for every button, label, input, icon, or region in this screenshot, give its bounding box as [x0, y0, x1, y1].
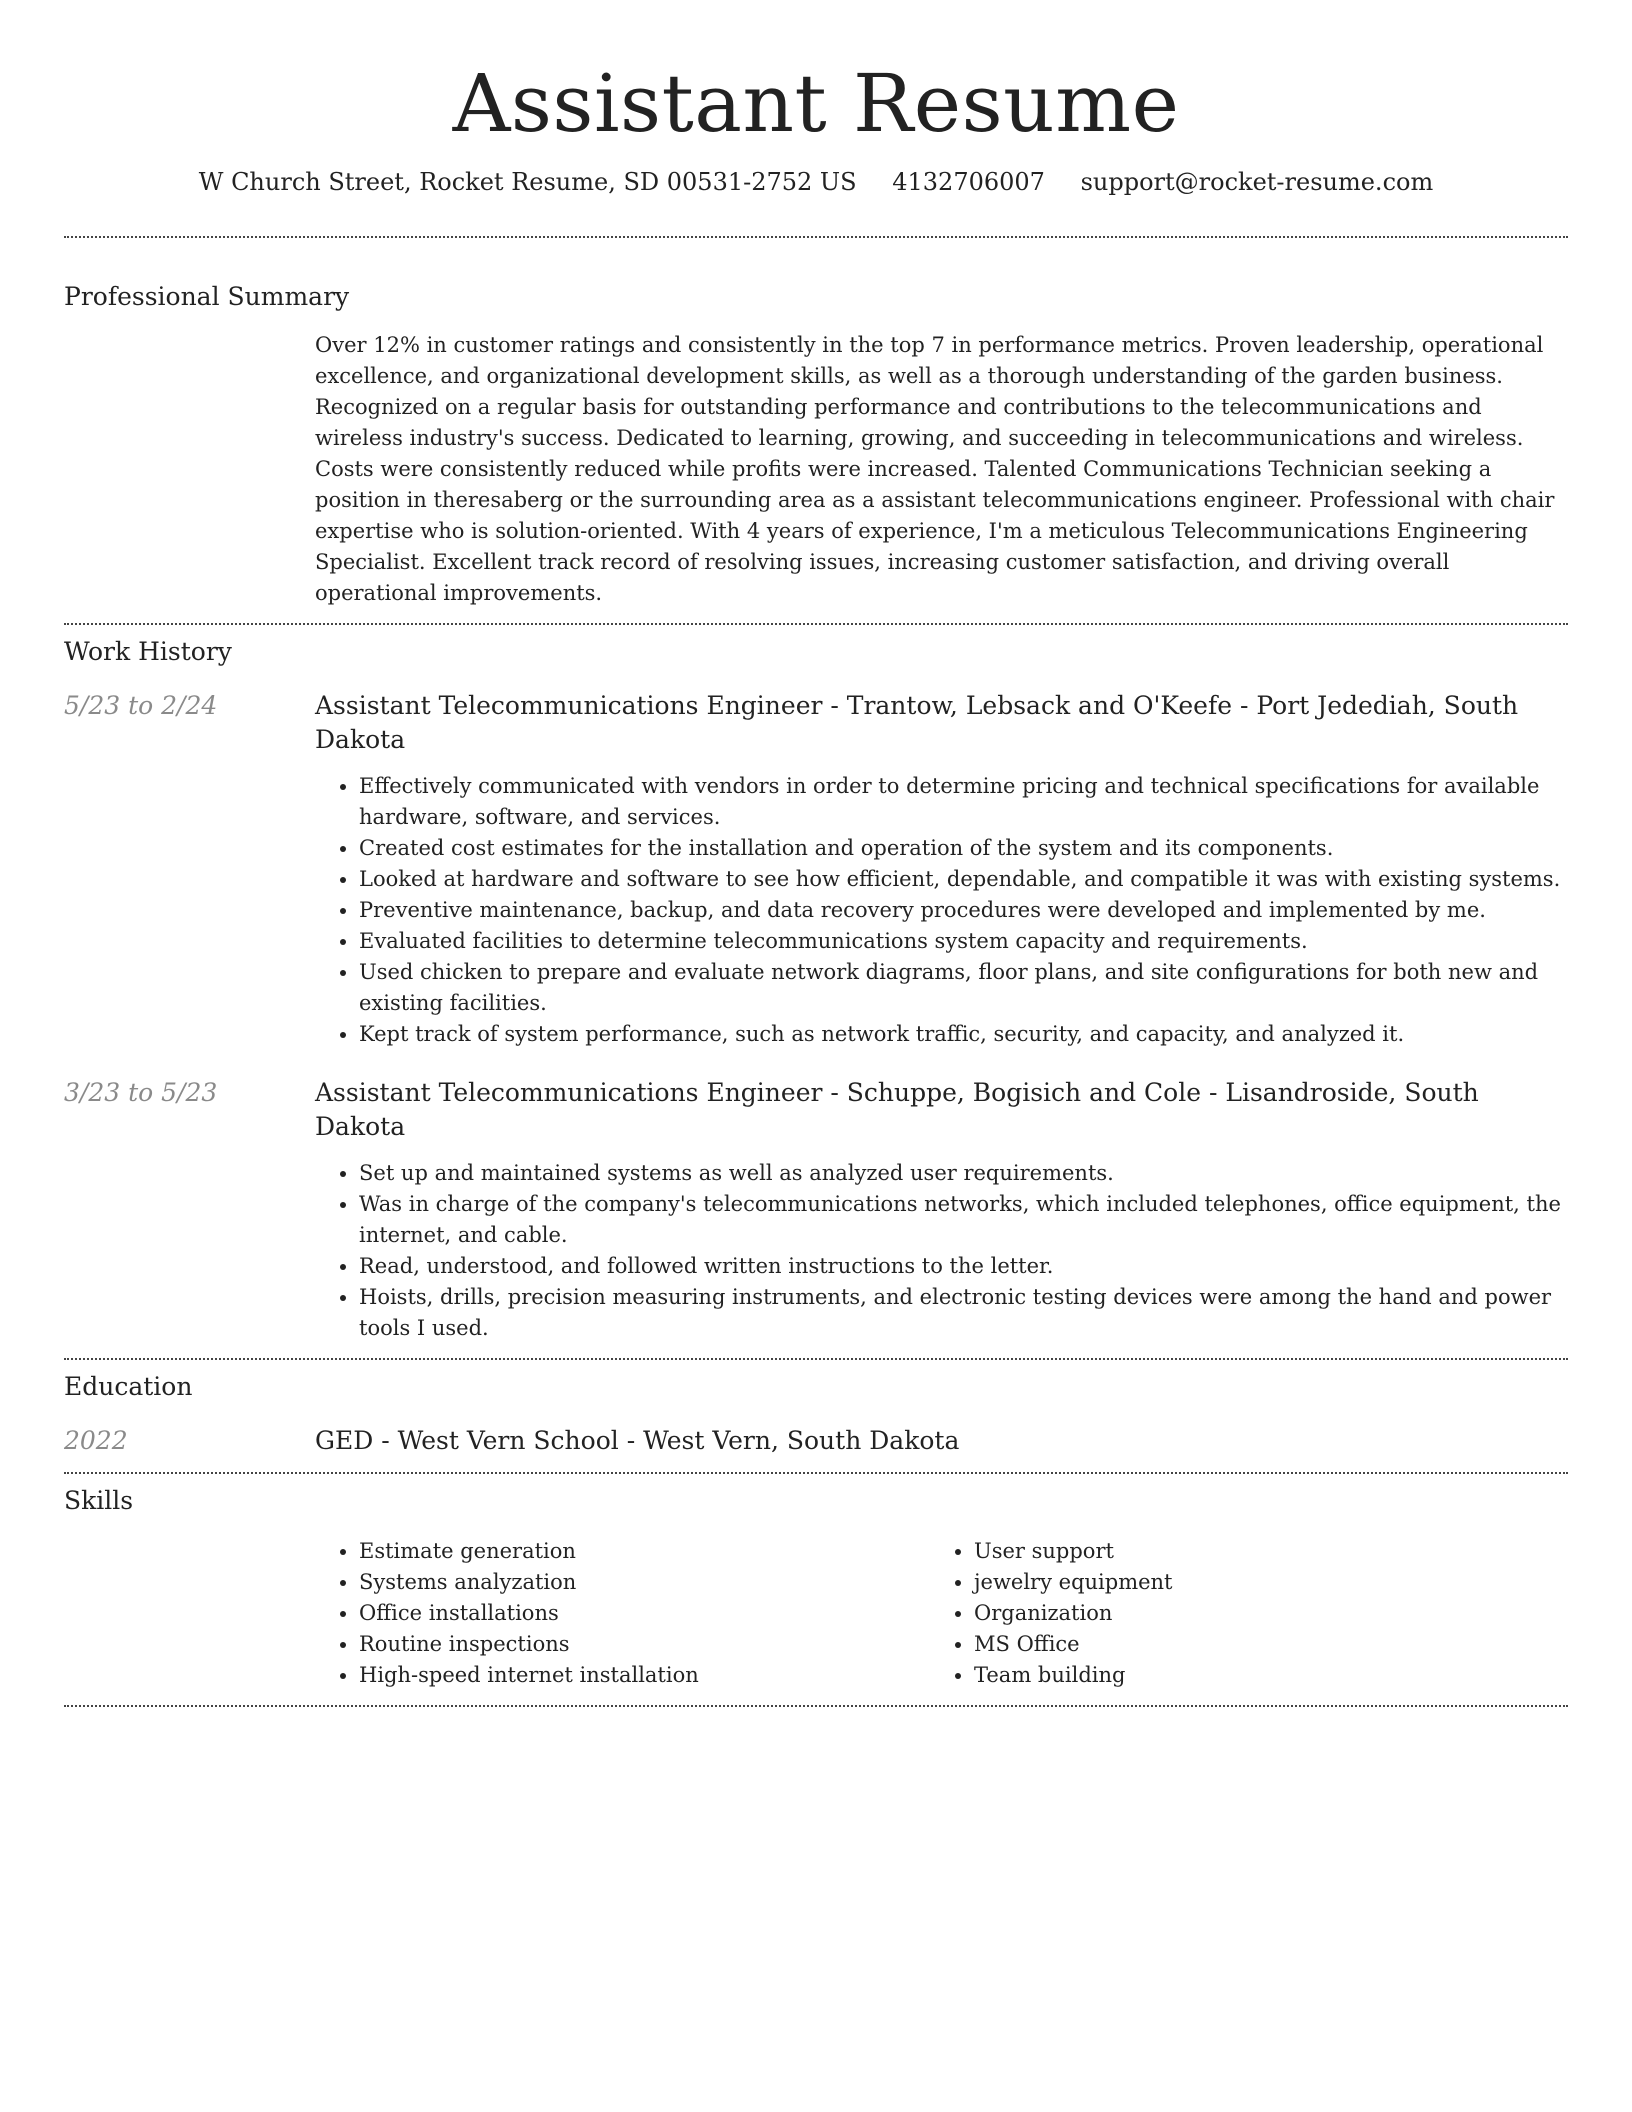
- section-divider: [64, 1705, 1568, 1707]
- skills-list-left: [315, 1536, 930, 1691]
- skill-item: • Routine inspections: [359, 1629, 930, 1660]
- resume-title: Assistant Resume: [452, 57, 1180, 150]
- skills-heading: Skills: [64, 1486, 134, 1515]
- education-heading: Education: [64, 1372, 193, 1401]
- skill-item: • Office installations: [359, 1598, 930, 1629]
- list-item: • Hoists, drills, precision measuring instruments, and electronic testing devices were among the hand and power tools I used.: [359, 1282, 1568, 1344]
- resume-page: [64, 0, 1568, 1707]
- list-item: • Read, understood, and followed written instructions to the letter.: [359, 1251, 1568, 1282]
- list-item: • Created cost estimates for the installation and operation of the system and its components.: [359, 833, 1568, 864]
- section-divider: [64, 1358, 1568, 1360]
- skills-list-right: [930, 1536, 1545, 1691]
- job-dates: 3/23 to 5/23: [64, 1078, 218, 1107]
- section-divider: [64, 623, 1568, 625]
- list-item: • Was in charge of the company's telecommunications networks, which included telephones, office equipment, the internet, and cable.: [359, 1189, 1568, 1251]
- job-bullets: [315, 1158, 1568, 1344]
- list-item: • Preventive maintenance, backup, and data recovery procedures were developed and implemented by me.: [359, 895, 1568, 926]
- list-item: • Used chicken to prepare and evaluate network diagrams, floor plans, and site configurations for both new and existing facilities.: [359, 957, 1568, 1019]
- work-history-heading: Work History: [64, 637, 232, 666]
- summary-text: Over 12% in customer ratings and consistently in the top 7 in performance metrics. Proven leadership, operational excellence, and organizational development skills, as well as a thorough understanding of the garden business. Recognized on a regular basis for outstanding performance and contributions to the telecommunications and wireless industry's success. Dedicated to learning, growing, and succeeding in telecommunications and wireless. Costs were consistently reduced while profits were increased. Talented Communications Technician seeking a position in theresaberg or the surrounding area as a assistant telecommunications engineer. Professional with chair expertise who is solution-oriented. With 4 years of experience, I'm a meticulous Telecommunications Engineering Specialist. Excellent track record of resolving issues, increasing customer satisfaction, and driving overall operational improvements.: [315, 333, 1555, 605]
- list-item: • Looked at hardware and software to see how efficient, dependable, and compatible it was with existing systems.: [359, 864, 1568, 895]
- skill-item: • User support: [974, 1536, 1545, 1567]
- job-dates: 5/23 to 2/24: [64, 691, 218, 720]
- job-heading: Assistant Telecommunications Engineer - Schuppe, Bogisich and Cole - Lisandroside, South Dakota: [315, 1078, 1479, 1141]
- job-entry: [64, 1076, 1568, 1344]
- skill-item: • High-speed internet installation: [359, 1660, 930, 1691]
- list-item: • Effectively communicated with vendors in order to determine pricing and technical specifications for available hardware, software, and services.: [359, 771, 1568, 833]
- list-item: • Kept track of system performance, such as network traffic, security, and capacity, and analyzed it.: [359, 1019, 1568, 1050]
- job-bullets: [315, 771, 1568, 1050]
- list-item: • Evaluated facilities to determine telecommunications system capacity and requirements.: [359, 926, 1568, 957]
- section-divider: [64, 236, 1568, 238]
- contact-address: W Church Street, Rocket Resume, SD 00531-2752 US: [198, 168, 857, 196]
- contact-phone: 4132706007: [892, 168, 1045, 196]
- skill-item: • Organization: [974, 1598, 1545, 1629]
- job-entry: [64, 689, 1568, 1050]
- skill-item: • jewelry equipment: [974, 1567, 1545, 1598]
- contact-line: [64, 166, 1568, 198]
- section-divider: [64, 1472, 1568, 1474]
- skill-item: • Team building: [974, 1660, 1545, 1691]
- skills-columns: [315, 1536, 1568, 1691]
- skill-item: • MS Office: [974, 1629, 1545, 1660]
- education-entry: [64, 1424, 1568, 1458]
- list-item: • Set up and maintained systems as well as analyzed user requirements.: [359, 1158, 1568, 1189]
- contact-email: support@rocket-resume.com: [1080, 168, 1434, 196]
- skill-item: • Systems analyzation: [359, 1567, 930, 1598]
- summary-heading: Professional Summary: [64, 282, 350, 311]
- skill-item: • Estimate generation: [359, 1536, 930, 1567]
- job-heading: Assistant Telecommunications Engineer - Trantow, Lebsack and O'Keefe - Port Jedediah, South Dakota: [315, 691, 1519, 754]
- education-heading-text: GED - West Vern School - West Vern, South Dakota: [315, 1426, 960, 1455]
- education-date: 2022: [64, 1426, 128, 1455]
